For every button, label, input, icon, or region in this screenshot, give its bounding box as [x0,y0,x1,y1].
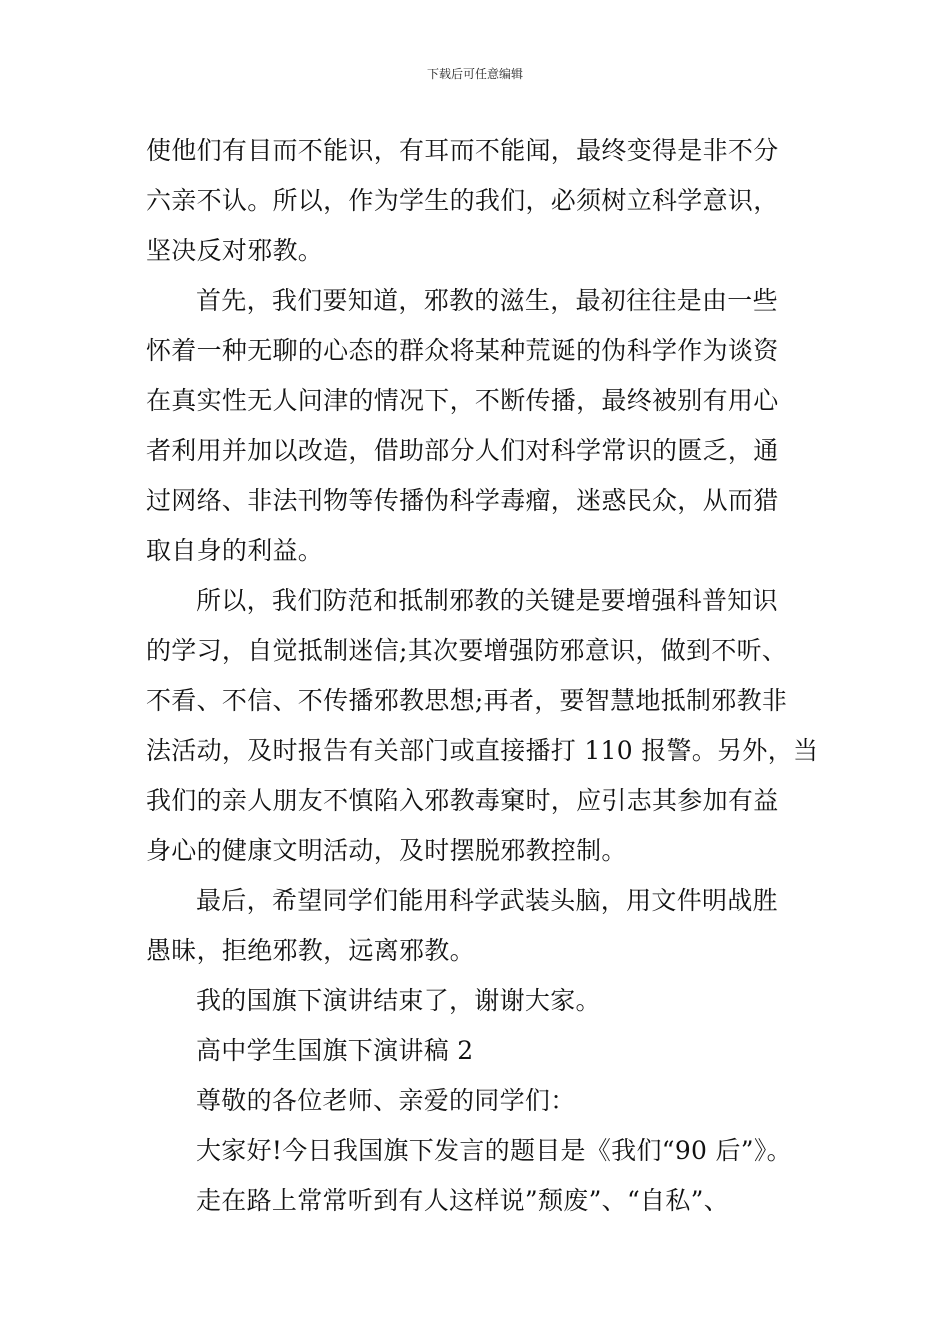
text-line: 六亲不认。所以，作为学生的我们，必须树立科学意识， [146,186,779,215]
text-line: 怀着一种无聊的心态的群众将某种荒诞的伪科学作为谈资 [146,336,779,365]
text-line: 不看、不信、不传播邪教思想;再者，要智慧地抵制邪教非 [146,686,788,715]
salutation-line: 尊敬的各位老师、亲爱的同学们： [196,1086,576,1115]
paragraph-start-line: 最后，希望同学们能用科学武装头脑，用文件明战胜 [196,886,778,915]
document-body [146,126,819,1226]
text-line: 我们的亲人朋友不慎陷入邪教毒窠时，应引志其参加有益 [146,786,779,815]
paragraph-start-line: 走在路上常常听到有人这样说”颓废”、“自私”、 [196,1186,730,1215]
text-line: 愚昧，拒绝邪教，远离邪教。 [146,936,475,965]
text-line: 的学习，自觉抵制迷信;其次要增强防邪意识，做到不听、 [146,636,788,665]
text-line: 坚决反对邪教。 [146,236,324,265]
section-title: 高中学生国旗下演讲稿 2 [196,1036,474,1065]
paragraph-start-line: 大家好!今日我国旗下发言的题目是《我们“90 后”》。 [196,1136,792,1165]
text-line: 者利用并加以改造，借助部分人们对科学常识的匮乏，通 [146,436,779,465]
page-header-note: 下载后可任意编辑 [426,67,523,81]
text-line: 在真实性无人问津的情况下，不断传播，最终被别有用心 [146,386,779,415]
text-line: 过网络、非法刊物等传播伪科学毒瘤，迷惑民众，从而猎 [146,486,779,515]
closing-line: 我的国旗下演讲结束了，谢谢大家。 [196,986,601,1015]
text-line: 取自身的利益。 [146,536,324,565]
text-line: 身心的健康文明活动，及时摆脱邪教控制。 [146,836,627,865]
paragraph-start-line: 所以，我们防范和抵制邪教的关键是要增强科普知识 [196,586,778,615]
text-line: 法活动，及时报告有关部门或直接播打 110 报警。另外，当 [146,736,819,765]
text-line: 使他们有目而不能识，有耳而不能闻，最终变得是非不分 [146,136,779,165]
paragraph-start-line: 首先，我们要知道，邪教的滋生，最初往往是由一些 [196,286,778,315]
